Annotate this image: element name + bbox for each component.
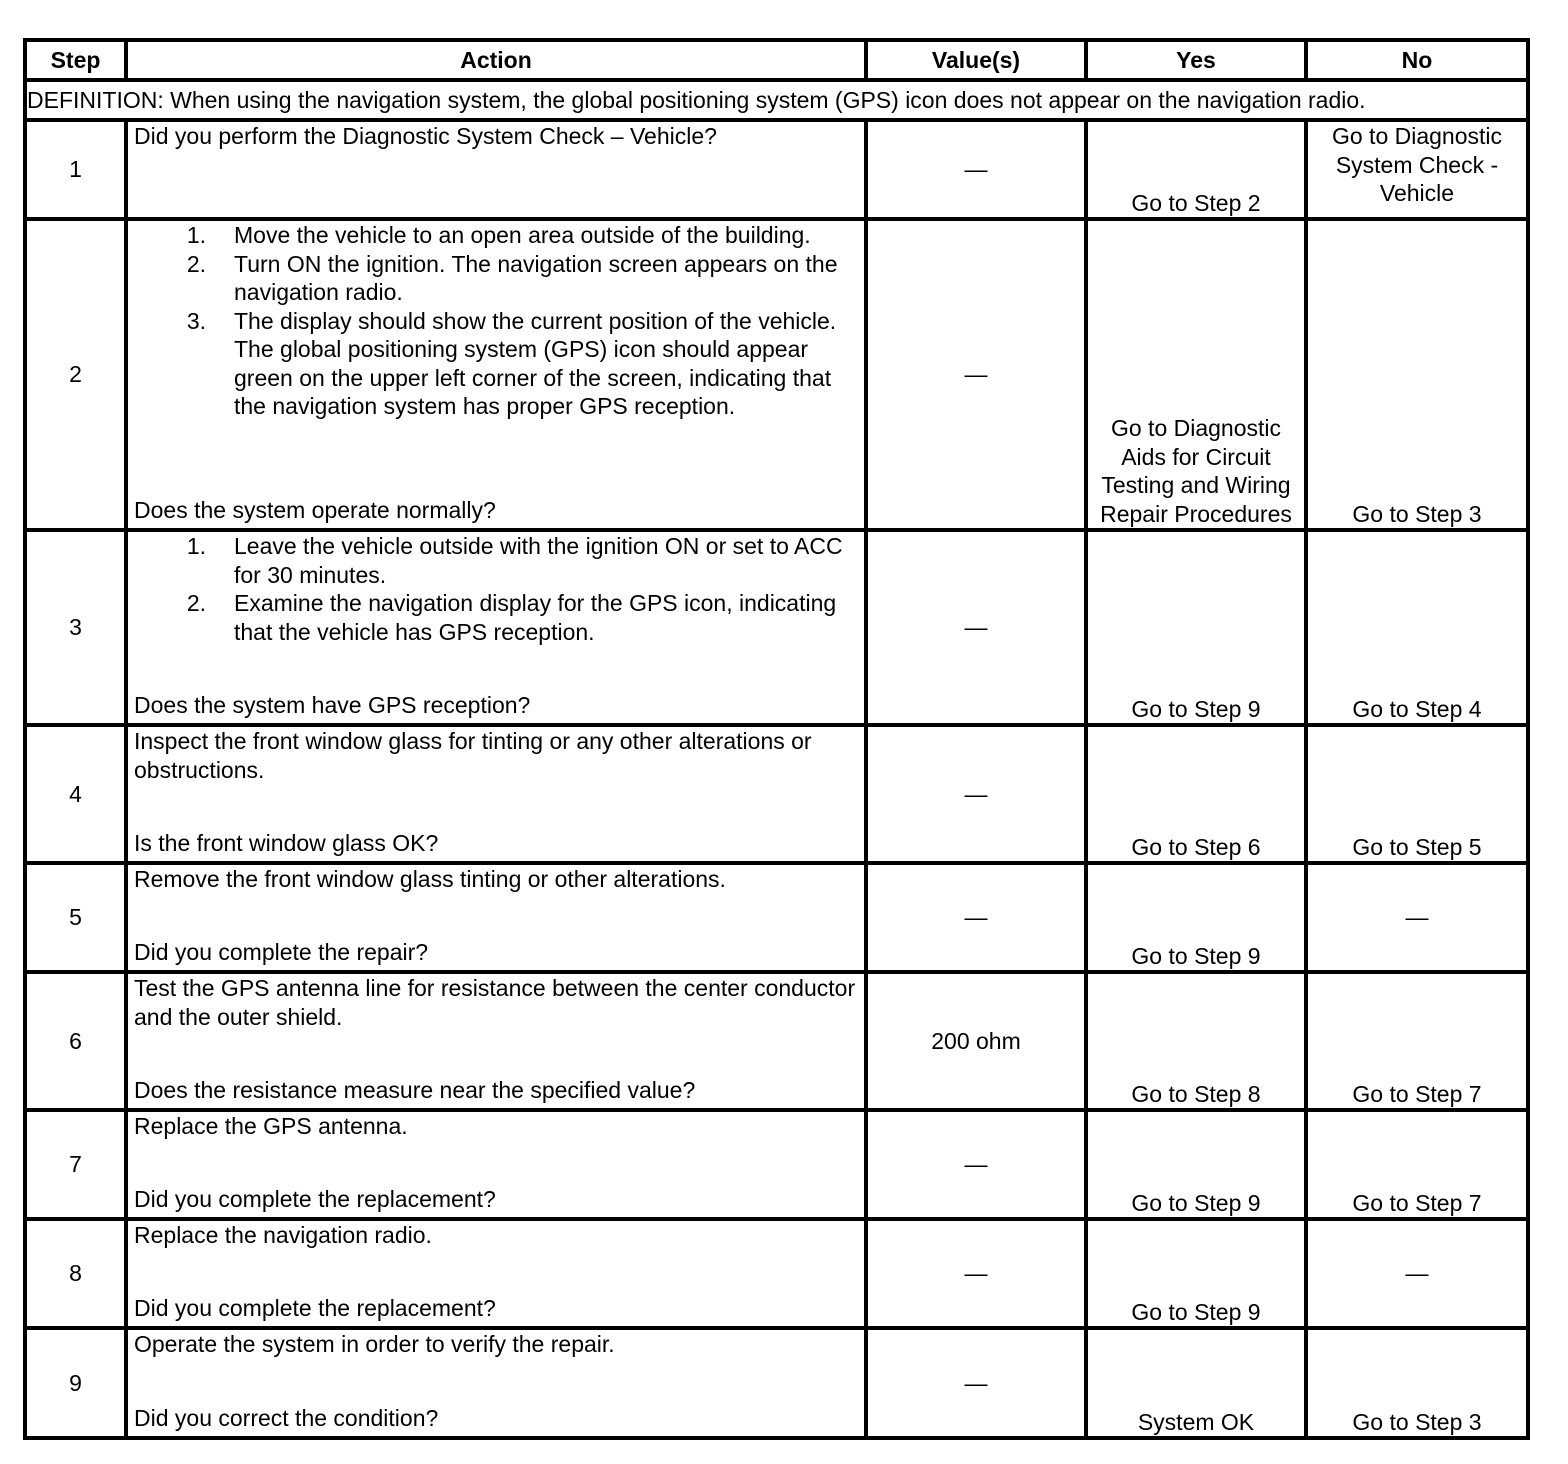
- table-row: [25, 120, 1528, 219]
- no-cell: Go to Step 7: [1306, 1110, 1528, 1219]
- action-text: Did you perform the Diagnostic System Check – Vehicle?: [134, 123, 717, 149]
- step-number: 8: [25, 1219, 126, 1328]
- action-list: [134, 221, 858, 421]
- action-question: Did you complete the repair?: [134, 938, 429, 965]
- table-row: [25, 863, 1528, 972]
- table-row: [25, 219, 1528, 530]
- action-question: Does the resistance measure near the specified value?: [134, 1076, 696, 1103]
- action-text: Replace the navigation radio.: [134, 1222, 432, 1248]
- action-question: Did you complete the replacement?: [134, 1294, 496, 1321]
- definition-text: DEFINITION: When using the navigation system, the global positioning system (GPS) icon does not appear on the navigation radio.: [25, 80, 1528, 120]
- value-cell: —: [866, 1328, 1086, 1438]
- action-cell: [126, 725, 866, 863]
- step-number: 5: [25, 863, 126, 972]
- action-question: Does the system have GPS reception?: [134, 691, 531, 718]
- yes-cell: Go to Step 9: [1086, 1110, 1306, 1219]
- step-number: 9: [25, 1328, 126, 1438]
- step-number: 7: [25, 1110, 126, 1219]
- table-row: [25, 530, 1528, 725]
- action-cell: [126, 972, 866, 1110]
- action-text: Test the GPS antenna line for resistance between the center conductor and the outer shield.: [134, 975, 856, 1030]
- list-item: 3. The display should show the current position of the vehicle. The global positioning system (GPS) icon should appear green on the upper left corner of the screen, indicating that the navigation system has proper GPS reception.: [186, 307, 837, 419]
- value-cell: 200 ohm: [866, 972, 1086, 1110]
- yes-cell: Go to Diagnostic Aids for Circuit Testing and Wiring Repair Procedures: [1086, 219, 1306, 530]
- action-cell: [126, 120, 866, 219]
- table-row: [25, 1219, 1528, 1328]
- action-cell: [126, 1219, 866, 1328]
- header-action: Action: [126, 40, 866, 80]
- action-question: Does the system operate normally?: [134, 496, 496, 523]
- table-row: [25, 972, 1528, 1110]
- action-question: Did you correct the condition?: [134, 1404, 439, 1431]
- step-number: 4: [25, 725, 126, 863]
- yes-cell: Go to Step 8: [1086, 972, 1306, 1110]
- action-cell: [126, 1110, 866, 1219]
- value-cell: —: [866, 219, 1086, 530]
- yes-cell: Go to Step 9: [1086, 530, 1306, 725]
- no-cell: Go to Step 5: [1306, 725, 1528, 863]
- header-no: No: [1306, 40, 1528, 80]
- yes-cell: System OK: [1086, 1328, 1306, 1438]
- value-cell: —: [866, 1219, 1086, 1328]
- action-cell: [126, 863, 866, 972]
- no-cell: —: [1306, 863, 1528, 972]
- action-question: Is the front window glass OK?: [134, 829, 439, 856]
- yes-cell: Go to Step 9: [1086, 863, 1306, 972]
- list-item: 2. Turn ON the ignition. The navigation screen appears on the navigation radio.: [186, 250, 838, 305]
- header-step: Step: [25, 40, 126, 80]
- action-question: Did you complete the replacement?: [134, 1185, 496, 1212]
- table-row: [25, 1110, 1528, 1219]
- step-number: 1: [25, 120, 126, 219]
- table-row: [25, 725, 1528, 863]
- no-cell: —: [1306, 1219, 1528, 1328]
- yes-cell: Go to Step 2: [1086, 120, 1306, 219]
- value-cell: —: [866, 120, 1086, 219]
- diagnostic-table: [23, 38, 1530, 1440]
- header-values: Value(s): [866, 40, 1086, 80]
- list-item: 2. Examine the navigation display for the GPS icon, indicating that the vehicle has GPS reception.: [186, 590, 837, 645]
- no-cell: Go to Step 7: [1306, 972, 1528, 1110]
- definition-row: [25, 80, 1528, 120]
- value-cell: —: [866, 530, 1086, 725]
- header-row: [25, 40, 1528, 80]
- no-cell: Go to Step 3: [1306, 1328, 1528, 1438]
- value-cell: —: [866, 863, 1086, 972]
- no-cell: Go to Step 4: [1306, 530, 1528, 725]
- no-cell: Go to Diagnostic System Check - Vehicle: [1306, 120, 1528, 219]
- yes-cell: Go to Step 6: [1086, 725, 1306, 863]
- action-text: Operate the system in order to verify the repair.: [134, 1331, 615, 1357]
- yes-cell: Go to Step 9: [1086, 1219, 1306, 1328]
- list-item: 1. Leave the vehicle outside with the ignition ON or set to ACC for 30 minutes.: [186, 533, 843, 588]
- header-yes: Yes: [1086, 40, 1306, 80]
- step-number: 6: [25, 972, 126, 1110]
- action-cell: [126, 219, 866, 530]
- action-text: Replace the GPS antenna.: [134, 1113, 408, 1139]
- no-cell: Go to Step 3: [1306, 219, 1528, 530]
- table-row: [25, 1328, 1528, 1438]
- action-text: Remove the front window glass tinting or other alterations.: [134, 866, 726, 892]
- action-list: [134, 532, 858, 646]
- value-cell: —: [866, 725, 1086, 863]
- value-cell: —: [866, 1110, 1086, 1219]
- step-number: 3: [25, 530, 126, 725]
- list-item: 1. Move the vehicle to an open area outside of the building.: [186, 222, 811, 248]
- action-text: Inspect the front window glass for tinting or any other alterations or obstructions.: [134, 728, 812, 783]
- action-cell: [126, 1328, 866, 1438]
- action-cell: [126, 530, 866, 725]
- step-number: 2: [25, 219, 126, 530]
